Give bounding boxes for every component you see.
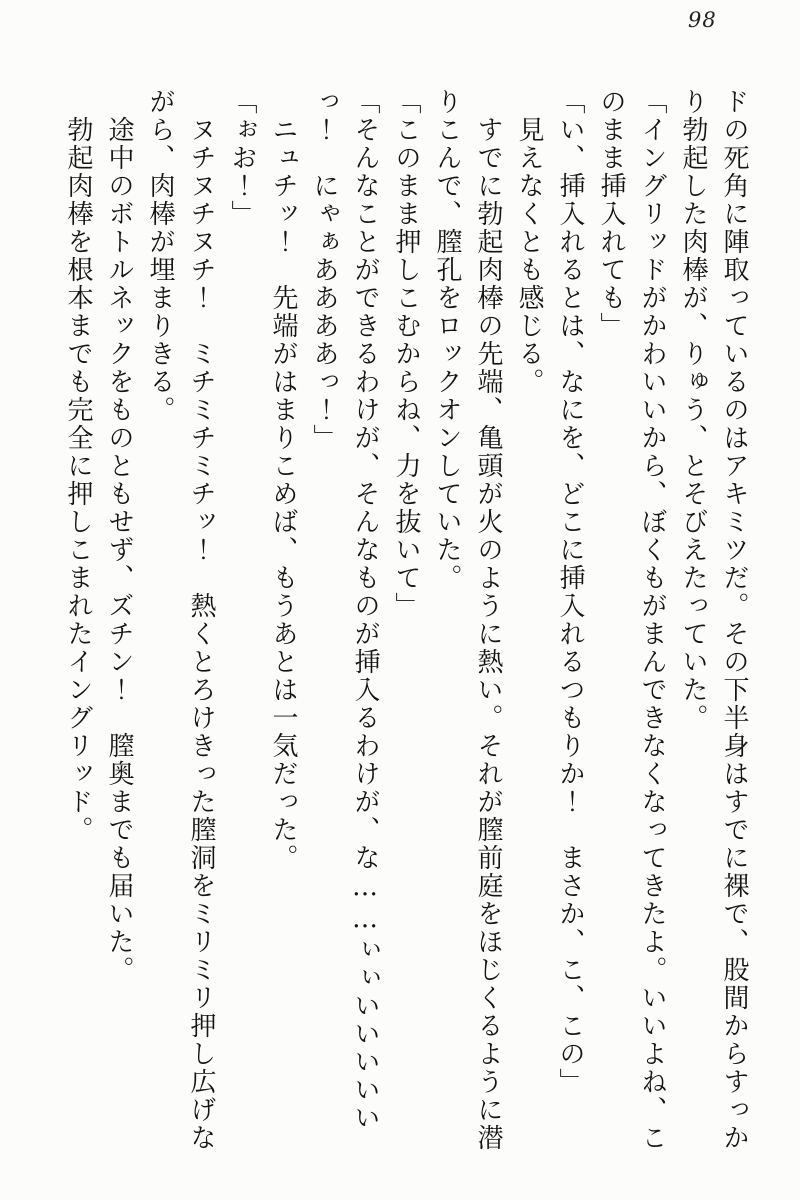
text-line-6: 見えなくとも感じる。 <box>514 116 544 396</box>
text-line-5: 「い、挿入れるとは、なにを、どこに挿入れるつもりか！ まさか、こ、この」 <box>555 88 585 1096</box>
text-line-17: 勃起肉棒を根本までも完全に押しこまれたイングリッド。 <box>63 116 93 844</box>
text-line-13: 「ぉお！」 <box>227 88 257 228</box>
text-line-16: 途中のボトルネックをものともせず、ズチン！ 膣奥までも届いた。 <box>104 116 134 984</box>
text-line-7: すでに勃起肉棒の先端、亀頭が火のように熱い。それが膣前庭をほじくるように潜 <box>473 116 503 1152</box>
text-line-15: がら、肉棒が埋まりきる。 <box>145 88 175 424</box>
text-line-8: りこんで、膣孔をロックオンしていた。 <box>432 88 462 592</box>
text-line-2: り勃起した肉棒が、りゅう、とそびえたっていた。 <box>678 88 708 732</box>
page-number: 98 <box>688 8 717 32</box>
text-line-4: のまま挿入れても」 <box>596 88 626 340</box>
text-line-12: ニュチッ！ 先端がはまりこめば、もうあとは一気だった。 <box>268 116 298 872</box>
text-line-1: ドの死角に陣取っているのはアキミツだ。その下半身はすでに裸で、股間からすっか <box>719 88 749 1152</box>
text-line-14: ヌチヌチヌチ！ ミチミチミチッ！ 熱くとろけきった膣洞をミリミリ押し広げな <box>186 116 216 1152</box>
text-line-11: っ！ にゃぁああああっ！」 <box>309 88 339 452</box>
text-line-10: 「そんなことができるわけが、そんなものが挿入るわけが、な……ぃぃいいいいい <box>350 88 380 1132</box>
vertical-text-block <box>54 88 754 1188</box>
text-line-9: 「このまま押しこむからね、力を抜いて」 <box>391 88 421 620</box>
text-line-3: 「イングリッドがかわいいから、ぼくもがまんできなくなってきたよ。いいよね、こ <box>637 88 667 1152</box>
